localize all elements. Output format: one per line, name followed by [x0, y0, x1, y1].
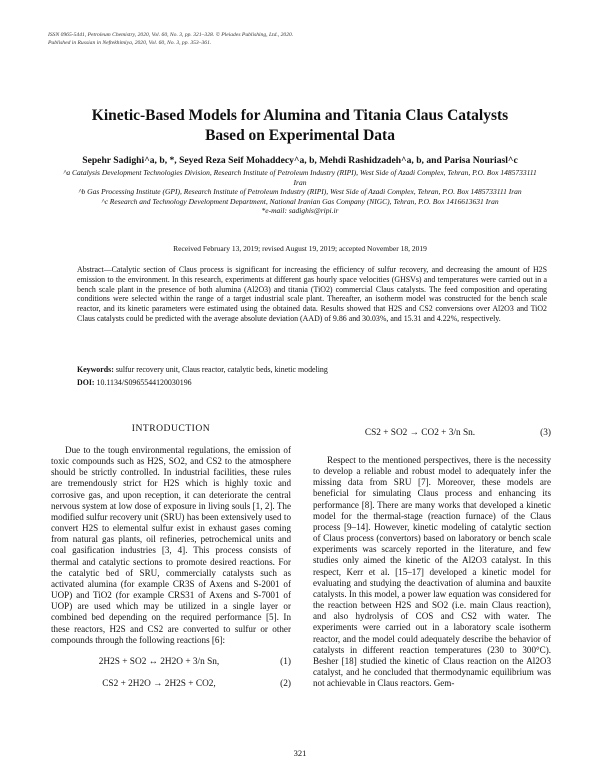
doi-text: 10.1134/S0965544120030196 — [96, 378, 192, 387]
received-dates: Received February 13, 2019; revised August 19, 2019; accepted November 18, 2019 — [173, 244, 427, 253]
equation-1-body: 2H2S + SO2 ↔ 2H2O + 3/n Sn, — [98, 657, 220, 668]
section-heading-introduction: INTRODUCTION — [131, 423, 211, 434]
doi — [77, 378, 547, 387]
affiliations — [60, 168, 540, 216]
journal-header-line2: Published in Russian in Neftekhimiya, 2020, Vol. 60, No. 3, pp. 353–361. — [48, 39, 212, 46]
left-column — [51, 445, 291, 696]
equation-3 — [313, 423, 551, 445]
keywords-text: sulfur recovery unit, Claus reactor, catalytic beds, kinetic modeling — [115, 365, 328, 374]
doi-label: DOI: — [77, 378, 95, 387]
paper-title-line1: Kinetic-Based Models for Alumina and Titania Claus Catalysts — [91, 107, 509, 124]
affiliation-b: ^b Gas Processing Institute (GPI), Research Institute of Petroleum Industry (RIPI), West Side of Azadi Complex, Tehran, P.O. Box 1485733111 Iran — [78, 187, 522, 197]
corresponding-email: *e-mail: sadighis@ripi.ir — [261, 206, 339, 216]
abstract-label: Abstract — [77, 265, 104, 274]
abstract-text: —Catalytic section of Claus process is significant for increasing the efficiency of sulfur recovery, and decreasing the amount of H2S emission to the environment. In this research, experiments at different gas hourly space velocities (GHSVs) and temperatures were carried out in a bench scale plant in the presence of both alumina (Al2O3) and titania (TiO2) commercial Claus catalysts. The feed composition and operating conditions were selected within the range of a target industrial scale plant. Thereafter, an isotherm model was constructed for the bench scale reactor, and its kinetic parameters were estimated using the obtained data. Results showed that H2S and CS2 conversions over Al2O3 and TiO2 Claus catalysts could be predicted with the average absolute deviation (AAD) of 9.86 and 30.03%, and 15.31 and 4.22%, respectively. — [77, 265, 547, 323]
equation-1 — [51, 652, 291, 674]
equation-1-number: (1) — [280, 657, 291, 668]
paper-title — [40, 106, 560, 146]
intro-paragraph-2: Respect to the mentioned perspectives, there is the necessity to develop a reliable and robust model to adequately infer the missing data from SRU [7]. Moreover, these models are beneficial for simulating Claus process and enhancing its performance [8]. There are many works that developed a kinetic model for the thermal-stage (reaction furnace) of the Claus process [9–14]. However, kinetic modeling of catalytic section of Claus process (convertors) based on laboratory or bench scale experiments was scarcely reported in the literature, and few studies only aimed the kinetic of the Al2O3 catalyst. In this respect, Kerr et al. [15–17] developed a kinetic model for evaluating and studying the deactivation of alumina and bauxite catalysts. In this model, a power law equation was considered for the reaction between H2S and SO2 (i.e. main Claus reaction), and also hydrolysis of COS and CS2 with water. The experiments were carried out in a laboratory scale isotherm reactor, and the model could adequately describe the behavior of catalysts in different reaction temperatures (230 to 300°C). Besher [18] studied the kinetic of Claus reaction on the Al2O3 catalyst, and he concluded that thermodynamic equilibrium was not achievable in Claus reactors. Gem- — [313, 455, 551, 689]
intro-paragraph-1: Due to the tough environmental regulations, the emission of toxic compounds such as H2S, SO2, and CS2 to the atmosphere should be strictly controlled. In industrial facilities, these rules are tremendously strict for H2S which is highly toxic and corrosive gas, and upon reception, it can deteriorate the central nervous system at low dose of exposure in living souls [1, 2]. The modified sulfur recovery unit (SRU) has been extensively used to convert H2S to elemental sulfur exist in exhaust gases coming from natural gas plants, oil refineries, petrochemical units and coal gasification industries [3, 4]. This process consists of thermal and catalytic sections to promote desired reactions. For the catalytic bed of SRU, commercially catalysts such as activated alumina (for example CR3S of Axens and S-2001 of UOP) and TiO2 (for example CRS31 of Axens and S-7001 of UOP) are used which may be utilized in a single layer or combined bed depending on the required performance [5]. In these reactors, H2S and CS2 are converted to sulfur or other compounds through the following reactions [6]: — [51, 445, 291, 645]
journal-header-line1: ISSN 0965-5441, Petroleum Chemistry, 2020, Vol. 60, No. 3, pp. 321–328. © Pleiades Publishing, Ltd., 2020. — [48, 32, 294, 38]
equation-3-number: (3) — [540, 428, 551, 439]
paper-title-line2: Based on Experimental Data — [205, 127, 395, 144]
affiliation-c: ^c Research and Technology Development Department, National Iranian Gas Company (NIGC), Tehran, P.O. Box 1416613631 Iran — [101, 196, 499, 206]
authors: Sepehr Sadighi^a, b, *, Seyed Reza Seif Mohaddecy^a, b, Mehdi Rashidzadeh^a, b, and Parisa Nouriasl^c — [82, 155, 518, 166]
equation-2-body: CS2 + 2H2O → 2H2S + CO2, — [102, 679, 216, 690]
journal-header — [48, 32, 568, 47]
keywords — [77, 365, 547, 375]
right-column — [313, 428, 551, 689]
abstract — [77, 265, 547, 324]
equation-2 — [51, 674, 291, 696]
equation-3-body: CS2 + SO2 → CO2 + 3/n Sn. — [364, 428, 476, 439]
affiliation-a: ^a Catalysis Development Technologies Division, Research Institute of Petroleum Industry (RIPI), West Side of Azadi Complex, Tehran, P.O. Box 1485733111 Iran — [63, 168, 537, 187]
equation-2-number: (2) — [280, 679, 291, 690]
page-number: 321 — [293, 748, 307, 758]
keywords-label: Keywords: — [77, 365, 114, 374]
